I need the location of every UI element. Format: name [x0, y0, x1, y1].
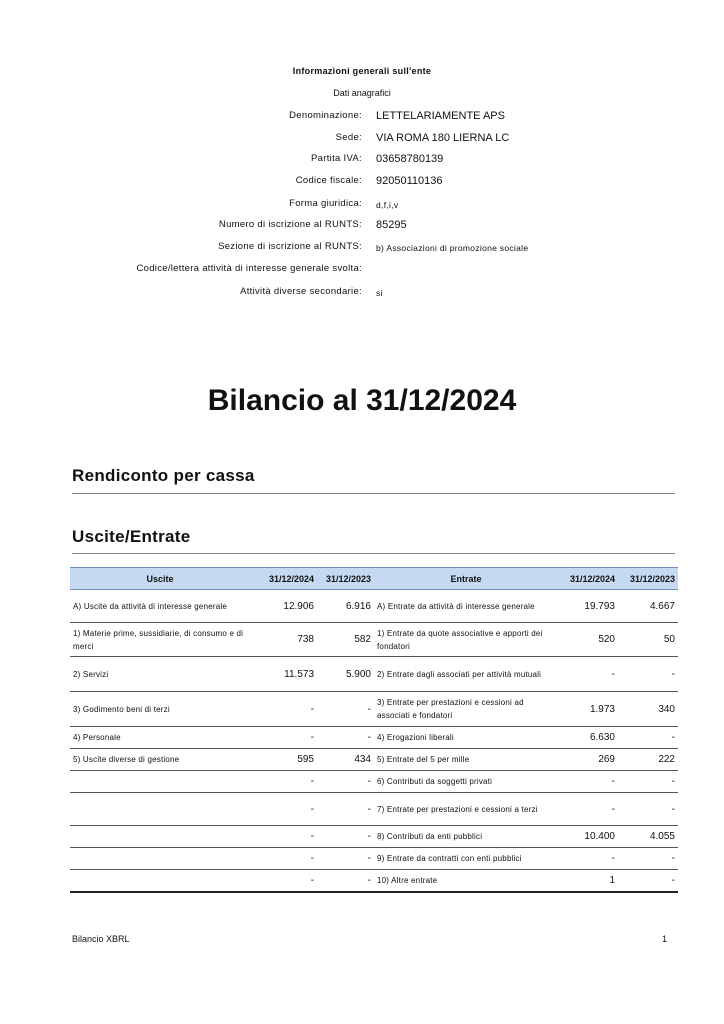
entrate-2024: 1.973	[558, 692, 618, 727]
info-label: Partita IVA:	[311, 153, 362, 164]
entrate-2023: -	[618, 870, 678, 892]
table-row	[70, 826, 678, 848]
entrate-2023: 50	[618, 623, 678, 657]
table-row	[70, 870, 678, 892]
uscite-label	[70, 870, 250, 892]
info-label: Codice fiscale:	[295, 175, 362, 186]
uscite-2024: -	[250, 793, 317, 826]
info-value: 92050110136	[376, 175, 443, 187]
uscite-label	[70, 826, 250, 848]
info-row-forma-giuridica	[0, 198, 724, 218]
entrate-2024: 520	[558, 623, 618, 657]
entrate-2024: 19.793	[558, 590, 618, 623]
uscite-2024: -	[250, 692, 317, 727]
entrate-label: 9) Entrate da contratti con enti pubblici	[374, 848, 558, 870]
table-row	[70, 793, 678, 826]
uscite-label	[70, 848, 250, 870]
entrate-label: 2) Entrate dagli associati per attività mutuali	[374, 657, 558, 692]
info-row-codice-fiscale	[0, 175, 724, 195]
table-row	[70, 657, 678, 692]
entrate-label: 1) Entrate da quote associative e apporti dei fondatori	[374, 623, 558, 657]
entrate-label: 5) Entrate del 5 per mille	[374, 749, 558, 771]
table-row	[70, 692, 678, 727]
entrate-2023: 4.055	[618, 826, 678, 848]
info-row-sede	[0, 132, 724, 152]
entrate-label: 6) Contributi da soggetti privati	[374, 771, 558, 793]
header-uscite: Uscite	[70, 568, 250, 590]
uscite-2023: 434	[317, 749, 374, 771]
entrate-2024: 1	[558, 870, 618, 892]
info-subtitle: Dati anagrafici	[333, 88, 391, 98]
uscite-2023: -	[317, 727, 374, 749]
uscite-2023: -	[317, 826, 374, 848]
info-label: Denominazione:	[289, 110, 362, 121]
info-value: si	[376, 288, 383, 298]
info-label: Attività diverse secondarie:	[240, 286, 362, 297]
header-entrate-2024: 31/12/2024	[558, 568, 618, 590]
cash-statement-table	[70, 567, 678, 893]
entrate-label: 7) Entrate per prestazioni e cessioni a terzi	[374, 793, 558, 826]
uscite-2024: 11.573	[250, 657, 317, 692]
info-value: b) Associazioni di promozione sociale	[376, 243, 529, 253]
header-uscite-2024: 31/12/2024	[250, 568, 317, 590]
page-number: 1	[662, 934, 668, 944]
info-row-numero-runts	[0, 219, 724, 239]
table-row	[70, 727, 678, 749]
entrate-2024: 6.630	[558, 727, 618, 749]
table-row	[70, 848, 678, 870]
divider	[72, 493, 675, 494]
uscite-label	[70, 771, 250, 793]
info-label: Codice/lettera attività di interesse generale svolta:	[136, 263, 362, 274]
entrate-label: 3) Entrate per prestazioni e cessioni ad associati e fondatori	[374, 692, 558, 727]
uscite-2023: -	[317, 771, 374, 793]
header-uscite-2023: 31/12/2023	[317, 568, 374, 590]
uscite-2023: -	[317, 870, 374, 892]
entrate-2024: -	[558, 657, 618, 692]
uscite-label: A) Uscite da attività di interesse generale	[70, 590, 250, 623]
info-row-attivita-secondarie	[0, 286, 724, 306]
uscite-2024: -	[250, 848, 317, 870]
info-value: LETTELARIAMENTE APS	[376, 110, 505, 122]
uscite-2024: 12.906	[250, 590, 317, 623]
entrate-2023: -	[618, 657, 678, 692]
section-title-rendiconto: Rendiconto per cassa	[72, 466, 255, 485]
info-label: Sezione di iscrizione al RUNTS:	[218, 241, 362, 252]
entrate-2023: 340	[618, 692, 678, 727]
info-row-partita-iva	[0, 153, 724, 173]
uscite-2024: 595	[250, 749, 317, 771]
uscite-label: 4) Personale	[70, 727, 250, 749]
footer-label: Bilancio XBRL	[72, 934, 130, 944]
entrate-label: 4) Erogazioni liberali	[374, 727, 558, 749]
entrate-label: A) Entrate da attività di interesse generale	[374, 590, 558, 623]
entrate-2023: -	[618, 727, 678, 749]
header-entrate: Entrate	[374, 568, 558, 590]
uscite-label: 2) Servizi	[70, 657, 250, 692]
table-row	[70, 771, 678, 793]
table-row	[70, 623, 678, 657]
uscite-2023: 6.916	[317, 590, 374, 623]
uscite-2024: -	[250, 826, 317, 848]
entrate-2023: 4.667	[618, 590, 678, 623]
entrate-2024: -	[558, 771, 618, 793]
info-row-codice-attivita	[0, 263, 724, 283]
entrate-2024: -	[558, 848, 618, 870]
entrate-2023: -	[618, 848, 678, 870]
uscite-label	[70, 793, 250, 826]
info-label: Numero di iscrizione al RUNTS:	[218, 219, 362, 230]
info-row-denominazione	[0, 110, 724, 130]
uscite-2023: -	[317, 692, 374, 727]
info-row-sezione-runts	[0, 241, 724, 261]
entrate-2024: 10.400	[558, 826, 618, 848]
entrate-2023: -	[618, 793, 678, 826]
page-title: Bilancio al 31/12/2024	[207, 384, 517, 417]
entrate-2023: 222	[618, 749, 678, 771]
entrate-label: 10) Altre entrate	[374, 870, 558, 892]
entrate-2024: -	[558, 793, 618, 826]
uscite-2023: 5.900	[317, 657, 374, 692]
table-row	[70, 590, 678, 623]
info-label: Forma giuridica:	[289, 198, 362, 209]
uscite-2024: -	[250, 727, 317, 749]
uscite-label: 1) Materie prime, sussidiarie, di consumo e di merci	[70, 623, 250, 657]
entrate-2023: -	[618, 771, 678, 793]
info-value: 85295	[376, 219, 407, 231]
info-title: Informazioni generali sull'ente	[292, 66, 432, 76]
table-row	[70, 749, 678, 771]
uscite-2024: -	[250, 771, 317, 793]
info-value: 03658780139	[376, 153, 444, 165]
uscite-2024: -	[250, 870, 317, 892]
info-label: Sede:	[335, 132, 362, 143]
entrate-label: 8) Contributi da enti pubblici	[374, 826, 558, 848]
uscite-2023: -	[317, 793, 374, 826]
divider	[72, 553, 675, 554]
entrate-2024: 269	[558, 749, 618, 771]
uscite-label: 5) Uscite diverse di gestione	[70, 749, 250, 771]
uscite-2023: 582	[317, 623, 374, 657]
info-value: VIA ROMA 180 LIERNA LC	[376, 132, 510, 144]
table-header-row	[70, 568, 678, 590]
header-entrate-2023: 31/12/2023	[618, 568, 678, 590]
section-title-uscite-entrate: Uscite/Entrate	[72, 527, 191, 546]
uscite-2023: -	[317, 848, 374, 870]
uscite-label: 3) Godimento beni di terzi	[70, 692, 250, 727]
uscite-2024: 738	[250, 623, 317, 657]
info-value: d,f,i,v	[376, 200, 399, 210]
